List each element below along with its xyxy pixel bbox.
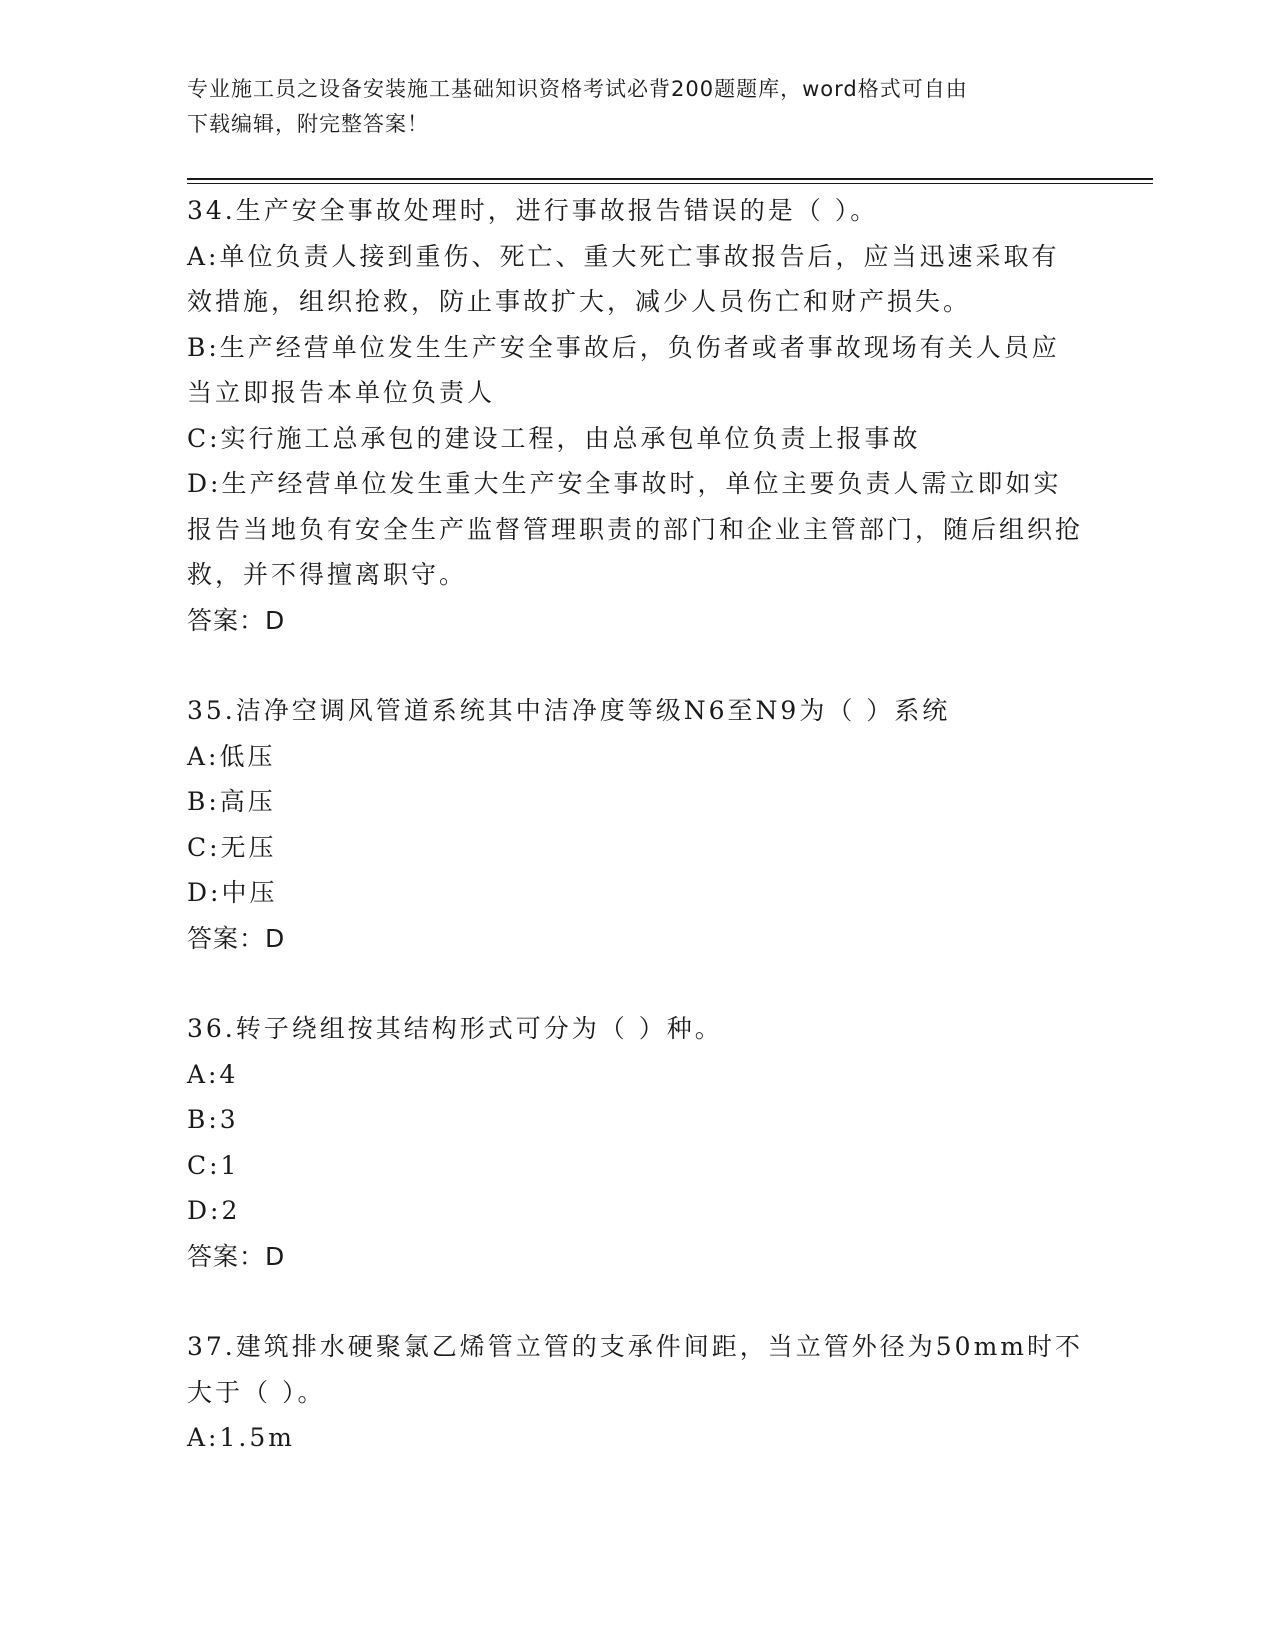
question-stem: 36.转子绕组按其结构形式可分为（ ）种。 [187, 1014, 723, 1043]
question-37 [187, 1324, 1087, 1461]
question-stem: 34.生产安全事故处理时，进行事故报告错误的是（ ）。 [187, 196, 879, 225]
document-header [187, 72, 1067, 142]
option-c: C:1 [187, 1150, 240, 1180]
option-c: C:实行施工总承包的建设工程，由总承包单位负责上报事故 [187, 423, 921, 453]
header-line-2: 下载编辑，附完整答案！ [187, 112, 429, 136]
question-35 [187, 688, 1087, 961]
option-a: A:单位负责人接到重伤、死亡、重大死亡事故报告后，应当迅速采取有效措施，组织抢救，防止事故扩大，减少人员伤亡和财产损失。 [187, 241, 1060, 316]
question-36 [187, 1006, 1087, 1279]
question-stem: 37.建筑排水硬聚氯乙烯管立管的支承件间距，当立管外径为50mm时不大于（ ）。 [187, 1332, 1083, 1407]
option-b: B:生产经营单位发生生产安全事故后，负伤者或者事故现场有关人员应当立即报告本单位负责人 [187, 332, 1060, 407]
option-d: D:中压 [187, 878, 278, 907]
option-a: A:1.5m [187, 1423, 295, 1452]
option-a: A:4 [187, 1059, 239, 1089]
header-divider-thin [187, 183, 1153, 184]
answer: 答案：D [187, 605, 286, 635]
question-34 [187, 188, 1087, 643]
header-divider-thick [187, 178, 1153, 180]
option-a: A:低压 [187, 741, 276, 771]
option-b: B:高压 [187, 787, 276, 816]
answer: 答案：D [187, 1241, 286, 1271]
option-d: D:2 [187, 1196, 241, 1225]
answer: 答案：D [187, 923, 286, 953]
question-list [187, 188, 1087, 1461]
option-d: D:生产经营单位发生重大生产安全事故时，单位主要负责人需立即如实报告当地负有安全生产监督管理职责的部门和企业主管部门，随后组织抢救，并不得擅离职守。 [187, 469, 1084, 589]
option-c: C:无压 [187, 832, 277, 862]
option-b: B:3 [187, 1105, 239, 1134]
header-line-1: 专业施工员之设备安装施工基础知识资格考试必背200题题库，word格式可自由 [187, 77, 968, 101]
question-stem: 35.洁净空调风管道系统其中洁净度等级N6至N9为（ ）系统 [187, 696, 951, 725]
